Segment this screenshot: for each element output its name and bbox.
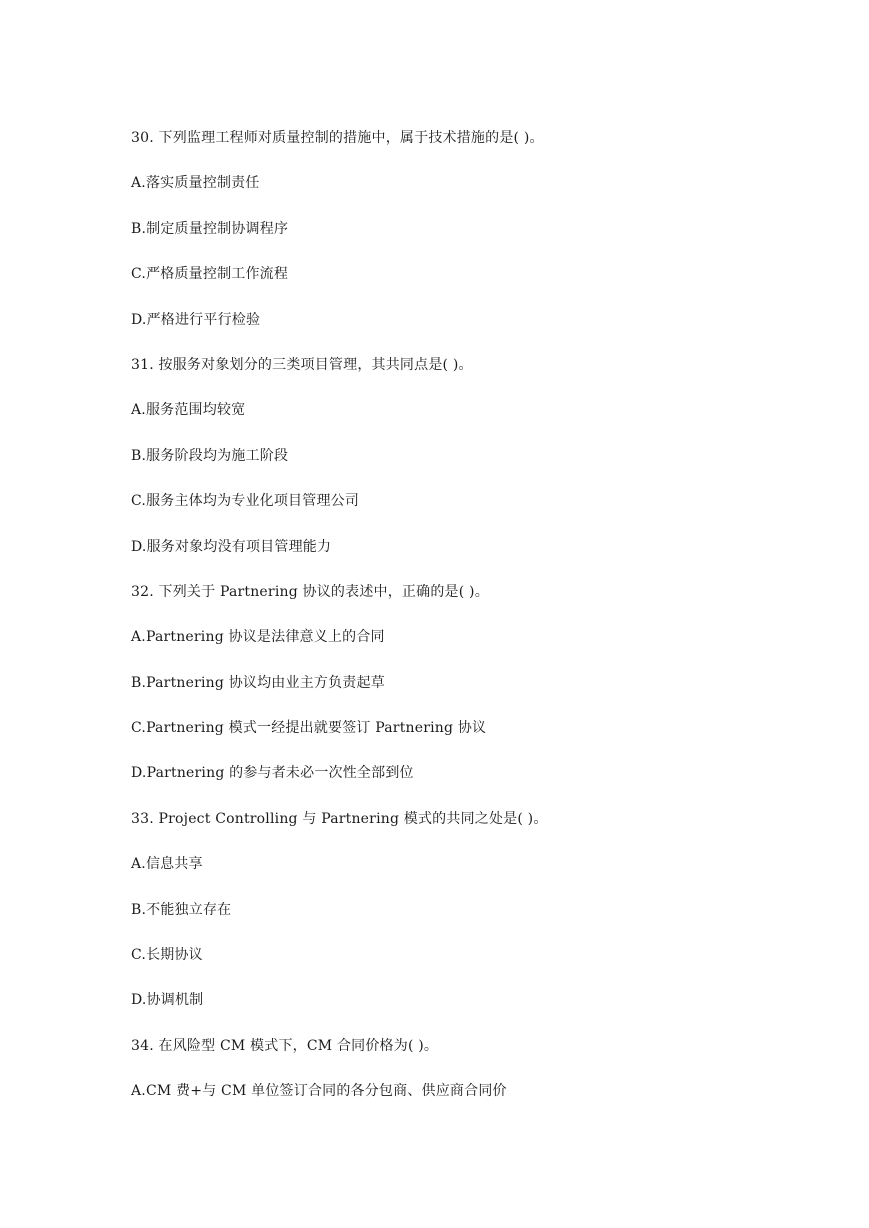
question-33-option-b: B.不能独立存在: [131, 901, 232, 918]
question-33-option-c: C.长期协议: [131, 947, 203, 964]
question-30-option-a: A.落实质量控制责任: [131, 175, 260, 192]
question-31-stem: 31. 按服务对象划分的三类项目管理，其共同点是( )。: [131, 356, 473, 373]
question-33-stem: 33. Project Controlling 与 Partnering 模式的共同之处是( )。: [131, 810, 548, 827]
question-32-option-b: B.Partnering 协议均由业主方负责起草: [131, 674, 385, 691]
question-list: [131, 128, 831, 1127]
question-31-option-d: D.服务对象均没有项目管理能力: [131, 538, 332, 555]
question-30-stem: 30. 下列监理工程师对质量控制的措施中，属于技术措施的是( )。: [131, 130, 544, 146]
question-34-option-a: A.CM 费+与 CM 单位签订合同的各分包商、供应商合同价: [131, 1083, 507, 1100]
question-30-option-b: B.制定质量控制协调程序: [131, 220, 289, 237]
question-33-option-a: A.信息共享: [131, 856, 203, 873]
question-32-stem: 32. 下列关于 Partnering 协议的表述中，正确的是( )。: [131, 583, 489, 600]
question-30-option-c: C.严格质量控制工作流程: [131, 266, 289, 283]
question-34-stem: 34. 在风险型 CM 模式下，CM 合同价格为( )。: [131, 1037, 439, 1054]
question-31-option-c: C.服务主体均为专业化项目管理公司: [131, 493, 360, 510]
question-31-option-a: A.服务范围均较宽: [131, 402, 246, 419]
question-31-option-b: B.服务阶段均为施工阶段: [131, 447, 289, 464]
question-30-option-d: D.严格进行平行检验: [131, 311, 261, 328]
question-32-option-c: C.Partnering 模式一经提出就要签订 Partnering 协议: [131, 720, 487, 737]
question-32-option-a: A.Partnering 协议是法律意义上的合同: [131, 629, 385, 646]
question-33-option-d: D.协调机制: [131, 992, 204, 1009]
question-32-option-d: D.Partnering 的参与者未必一次性全部到位: [131, 765, 414, 782]
